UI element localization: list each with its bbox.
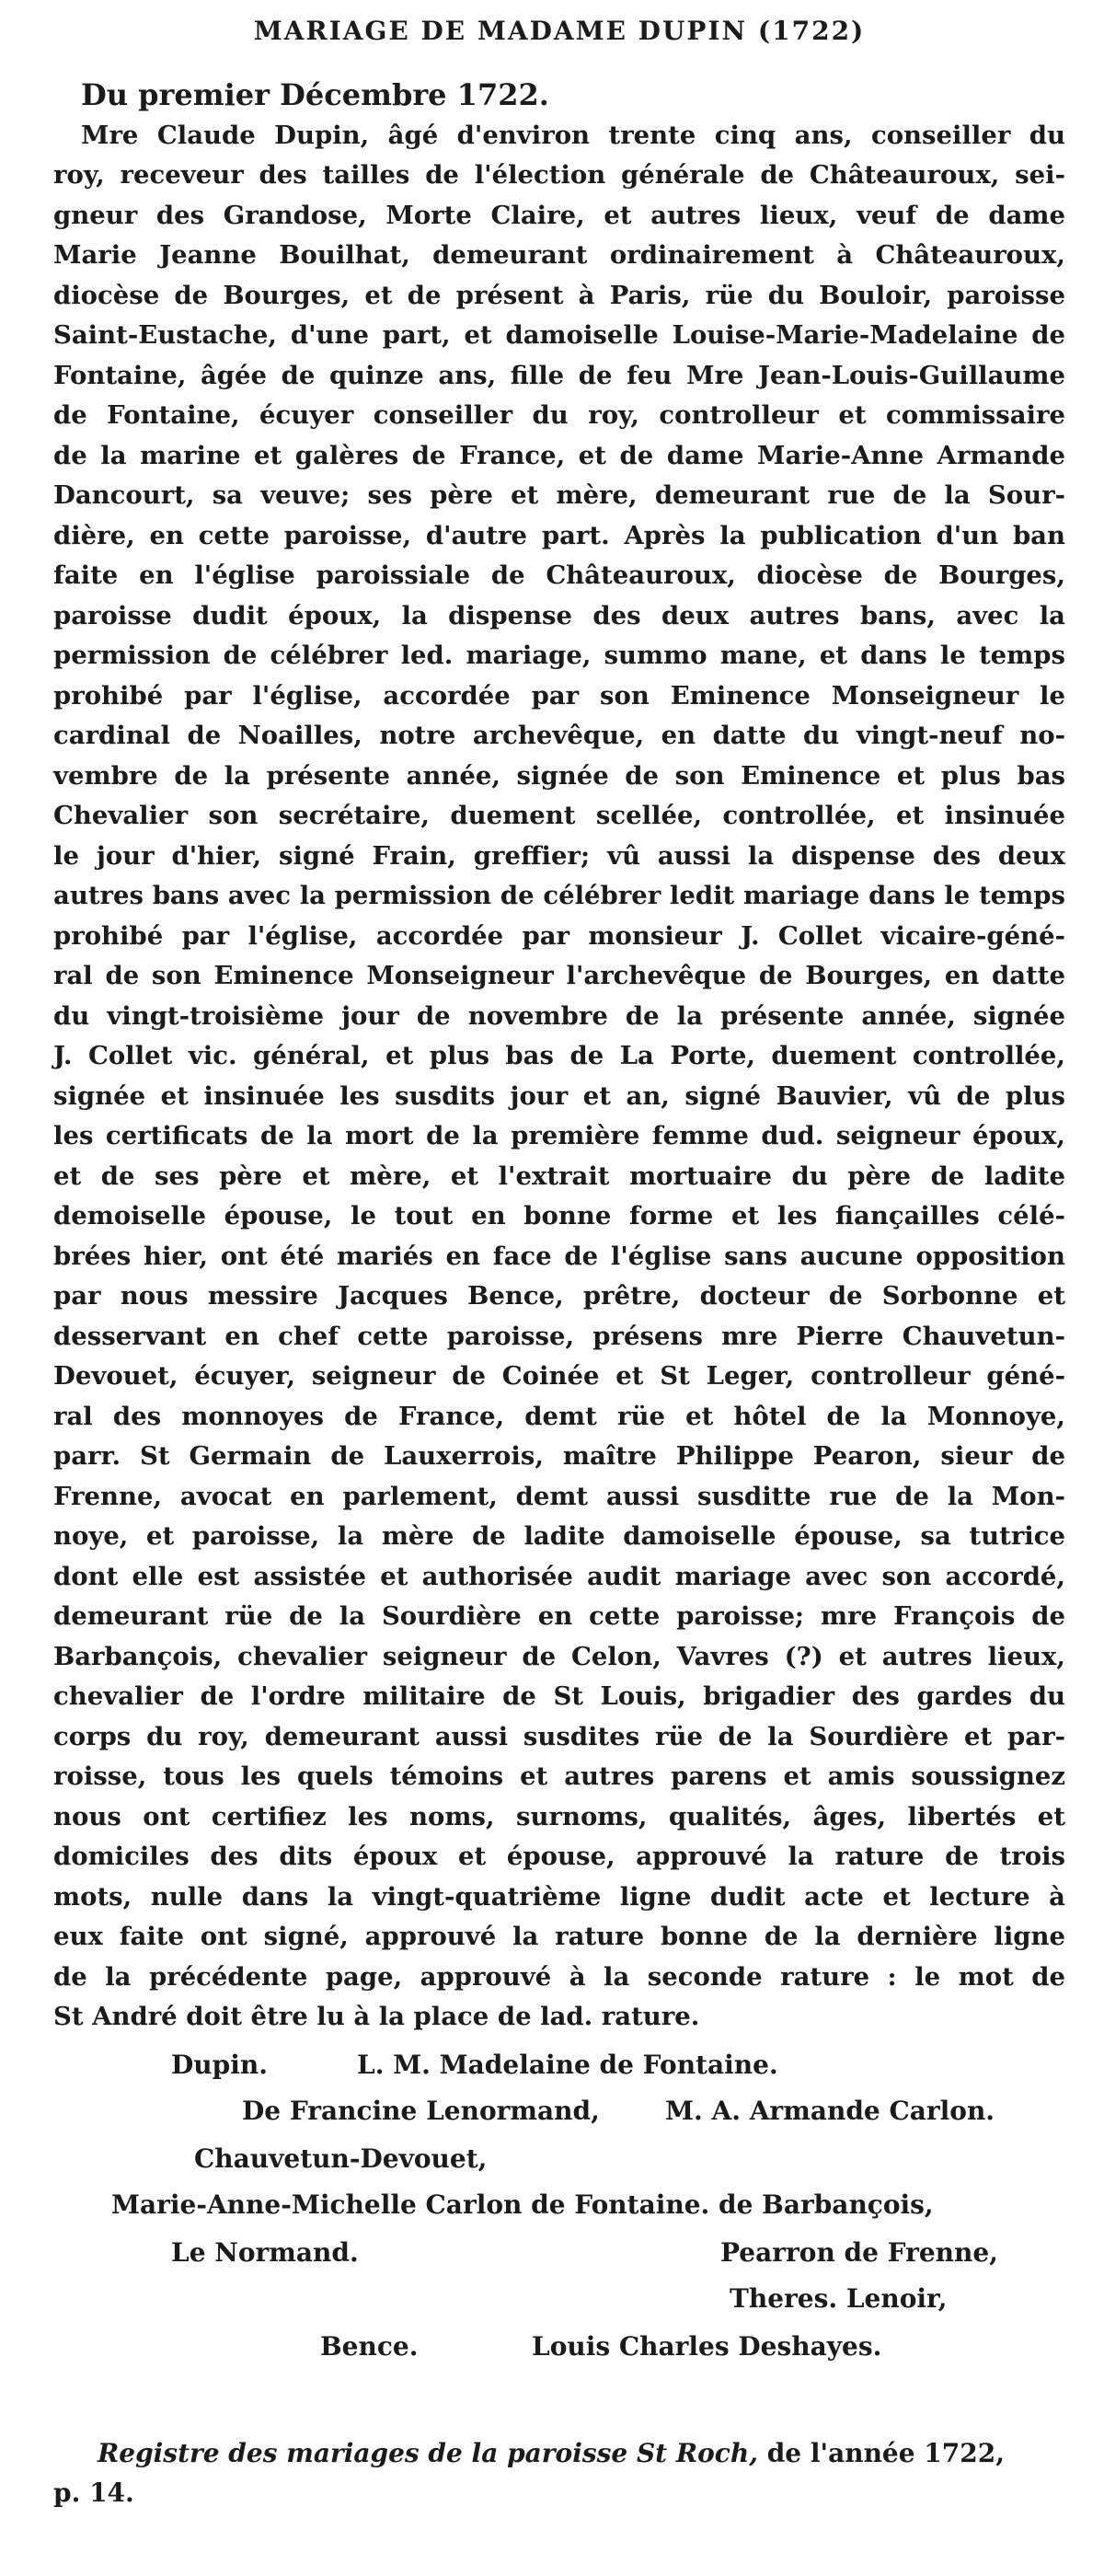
- body-line: Dancourt, sa veuve; ses père et mère, demeurant rue de la Sour-: [53, 480, 1065, 510]
- entry-body: [53, 116, 1065, 2038]
- body-line: Mre Claude Dupin, âgé d'environ trente cinq ans, conseiller du: [81, 120, 1065, 150]
- source-page: p. 14.: [53, 2478, 134, 2508]
- body-line: de la marine et galères de France, et de dame Marie-Anne Armande: [53, 440, 1065, 470]
- body-line: le jour d'hier, signé Frain, greffier; vû aussi la dispense des deux: [53, 840, 1065, 871]
- body-line: nous ont certifiez les noms, surnoms, qualités, âges, libertés et: [53, 1801, 1065, 1831]
- body-line: eux faite ont signé, approuvé la rature bonne de la dernière ligne: [53, 1922, 1065, 1951]
- body-line: desservant en chef cette paroisse, présens mre Pierre Chauvetun-: [53, 1321, 1065, 1351]
- body-line: signée et insinuée les susdits jour et an, signé Bauvier, vû de plus: [53, 1080, 1065, 1111]
- body-line: par nous messire Jacques Bence, prêtre, docteur de Sorbonne et: [53, 1281, 1065, 1311]
- body-line: cardinal de Noailles, notre archevêque, en datte du vingt-neuf no-: [53, 721, 1065, 750]
- body-line: ral de son Eminence Monseigneur l'archevêque de Bourges, en datte: [53, 961, 1065, 990]
- body-line: autres bans avec la permission de célébrer ledit mariage dans le temps: [53, 881, 1065, 910]
- body-line: demoiselle épouse, le tout en bonne forme et les fiançailles célé-: [53, 1201, 1065, 1230]
- source-year: de l'année 1722,: [757, 2437, 1005, 2468]
- body-line: de Fontaine, écuyer conseiller du roy, controlleur et commissaire: [53, 400, 1065, 430]
- body-line: J. Collet vic. général, et plus bas de La Porte, duement controllée,: [53, 1041, 1065, 1070]
- body-line: diocèse de Bourges, et de présent à Paris, rüe du Bouloir, paroisse: [53, 280, 1065, 310]
- body-line: St André doit être lu à la place de lad. rature.: [53, 2002, 700, 2031]
- body-line: prohibé par l'église, accordée par son Eminence Monseigneur le: [53, 680, 1065, 710]
- signature-marie-anne-barbancois: Marie-Anne-Michelle Carlon de Fontaine. de Barbançois,: [111, 2189, 934, 2220]
- signature-madelaine: L. M. Madelaine de Fontaine.: [357, 2049, 778, 2080]
- body-line: Marie Jeanne Bouilhat, demeurant ordinairement à Châteauroux,: [53, 240, 1065, 270]
- body-line: Chevalier son secrétaire, duement scellée, controllée, et insinuée: [53, 801, 1065, 830]
- body-line: roisse, tous les quels témoins et autres parens et amis soussignez: [53, 1762, 1065, 1791]
- body-line: les certificats de la mort de la première femme dud. seigneur époux,: [53, 1121, 1065, 1150]
- source-citation: [53, 2433, 1065, 2513]
- body-line: demeurant rüe de la Sourdière en cette paroisse; mre François de: [53, 1601, 1065, 1631]
- body-line: et de ses père et mère, et l'extrait mortuaire du père de ladite: [53, 1161, 1065, 1191]
- body-line: Barbançois, chevalier seigneur de Celon, Vavres (?) et autres lieux,: [53, 1641, 1065, 1671]
- body-line: Frenne, avocat en parlement, demt aussi susditte rue de la Mon-: [53, 1481, 1065, 1511]
- source-register: Registre des mariages de la paroisse St Roch,: [98, 2437, 758, 2468]
- entry-date: Du premier Décembre 1722.: [81, 77, 549, 112]
- body-line: permission de célébrer led. mariage, summo mane, et dans le temps: [53, 641, 1065, 670]
- body-line: parr. St Germain de Lauxerrois, maître Philippe Pearon, sieur de: [53, 1441, 1065, 1471]
- signature-bence: Bence.: [320, 2330, 419, 2362]
- body-line: Devouet, écuyer, seigneur de Coinée et St Leger, controlleur géné-: [53, 1361, 1065, 1391]
- body-line: paroisse dudit époux, la dispense des deux autres bans, avec la: [53, 600, 1065, 630]
- body-line: du vingt-troisième jour de novembre de la présente année, signée: [53, 1000, 1065, 1031]
- body-line: vembre de la présente année, signée de son Eminence et plus bas: [53, 760, 1065, 791]
- body-line: faite en l'église paroissiale de Châteauroux, diocèse de Bourges,: [53, 560, 1065, 590]
- signature-block: [53, 2038, 1065, 2433]
- signature-dupin: Dupin.: [171, 2049, 268, 2080]
- body-line: roy, receveur des tailles de l'élection générale de Châteauroux, sei-: [53, 160, 1065, 190]
- document-page: [53, 13, 1065, 2513]
- body-line: Fontaine, âgée de quinze ans, fille de feu Mre Jean-Louis-Guillaume: [53, 360, 1065, 390]
- body-line: prohibé par l'église, accordée par monsieur J. Collet vicaire-géné-: [53, 920, 1065, 951]
- body-line: brées hier, ont été mariés en face de l'église sans aucune opposition: [53, 1241, 1065, 1271]
- signature-pearron: Pearron de Frenne,: [720, 2236, 998, 2268]
- body-line: Saint-Eustache, d'une part, et damoiselle Louise-Marie-Madelaine de: [53, 320, 1065, 350]
- body-line: chevalier de l'ordre militaire de St Louis, brigadier des gardes du: [53, 1681, 1065, 1711]
- document-title: MARIAGE DE MADAME DUPIN (1722): [253, 16, 866, 46]
- signature-theres-lenoir: Theres. Lenoir,: [730, 2282, 948, 2314]
- body-line: corps du roy, demeurant aussi susdites rüe de la Sourdière et par-: [53, 1721, 1065, 1751]
- body-line: dont elle est assistée et authorisée audit mariage avec son accordé,: [53, 1561, 1065, 1591]
- body-line: mots, nulle dans la vingt-quatrième ligne dudit acte et lecture à: [53, 1881, 1065, 1912]
- body-line: noye, et paroisse, la mère de ladite damoiselle épouse, sa tutrice: [53, 1521, 1065, 1551]
- signature-chauvetun: Chauvetun-Devouet,: [194, 2143, 488, 2174]
- body-line: domiciles des dits époux et épouse, approuvé la rature de trois: [53, 1842, 1065, 1871]
- signature-carlon: M. A. Armande Carlon.: [665, 2095, 995, 2126]
- signature-deshayes: Louis Charles Deshayes.: [532, 2330, 882, 2362]
- signature-le-normand: Le Normand.: [171, 2236, 359, 2268]
- body-line: ral des monnoyes de France, demt rüe et hôtel de la Monnoye,: [53, 1401, 1065, 1431]
- signature-lenormand-francine: De Francine Lenormand,: [242, 2095, 600, 2126]
- body-line: gneur des Grandose, Morte Claire, et autres lieux, veuf de dame: [53, 200, 1065, 230]
- body-line: dière, en cette paroisse, d'autre part. Après la publication d'un ban: [53, 520, 1065, 550]
- body-line: de la précédente page, approuvé à la seconde rature : le mot de: [53, 1961, 1065, 1992]
